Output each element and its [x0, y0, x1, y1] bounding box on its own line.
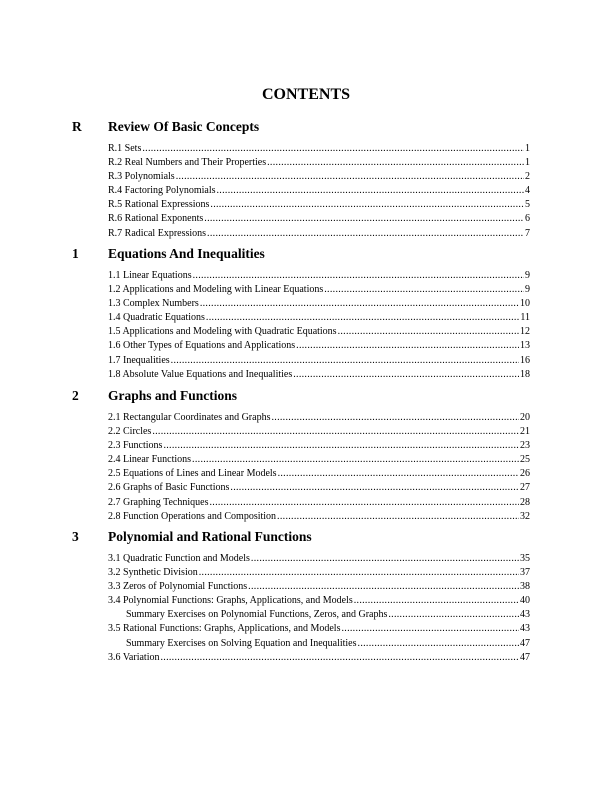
toc-entry-page: 32	[520, 510, 530, 522]
toc-entry[interactable]	[108, 453, 530, 467]
chapter-number: 2	[72, 388, 79, 403]
dot-leader	[338, 325, 519, 339]
toc-entry-page: 23	[520, 440, 530, 452]
toc-entry-label: 2.7 Graphing Techniques	[108, 496, 209, 508]
toc-entry[interactable]	[108, 354, 530, 368]
toc-entry[interactable]	[108, 283, 530, 297]
dot-leader	[277, 510, 519, 524]
toc-entry[interactable]	[108, 325, 530, 339]
toc-entry-page: 1	[525, 143, 530, 154]
toc-entry-label: 3.3 Zeros of Polynomial Functions	[108, 581, 248, 593]
dot-leader	[217, 184, 525, 198]
dot-leader	[210, 198, 524, 212]
dot-leader	[324, 283, 524, 297]
toc-entry-page: 7	[525, 227, 530, 239]
dot-leader	[193, 269, 524, 283]
toc-entry-label: R.4 Factoring Polynomials	[108, 185, 216, 197]
dot-leader	[200, 297, 519, 311]
dot-leader	[192, 453, 519, 467]
toc-entry-label: 3.2 Synthetic Division	[108, 567, 198, 579]
toc-entry-page: 28	[520, 496, 530, 508]
toc-entry-label: 1.3 Complex Numbers	[108, 298, 199, 310]
dot-leader	[267, 156, 524, 170]
toc-entry-label: 1.8 Absolute Value Equations and Inequalities	[108, 368, 293, 380]
toc-entry-page: 27	[520, 482, 530, 494]
page-title: CONTENTS	[261, 86, 351, 103]
chapter-title: Equations And Inequalities	[108, 246, 265, 261]
toc-entry-page: 37	[520, 567, 530, 579]
toc-entry-page: 16	[520, 354, 530, 366]
dot-leader	[341, 622, 519, 636]
toc-entry-label: 2.5 Equations of Lines and Linear Models	[108, 468, 277, 480]
toc-entry[interactable]	[108, 212, 530, 226]
dot-leader	[278, 467, 519, 481]
dot-leader	[199, 566, 519, 580]
toc-entry-page: 13	[520, 340, 530, 352]
toc-entry-label: 1.7 Inequalities	[108, 354, 170, 366]
toc-entry-label: R.1 Sets	[108, 143, 142, 154]
toc-entry-label: 1.5 Applications and Modeling with Quadratic Equations	[108, 326, 337, 338]
toc-entry[interactable]	[108, 481, 530, 495]
toc-entry-label: Summary Exercises on Solving Equation and Inequalities	[126, 637, 357, 649]
dot-leader	[388, 608, 519, 622]
toc-entry[interactable]	[108, 411, 530, 425]
toc-entry-label: 2.3 Functions	[108, 440, 163, 452]
toc-entry[interactable]	[108, 184, 530, 198]
toc-entry[interactable]	[108, 552, 530, 566]
toc-entry[interactable]	[108, 651, 530, 665]
toc-entry-page: 4	[525, 185, 530, 197]
chapter-title: Polynomial and Rational Functions	[108, 529, 312, 544]
toc-entry-label: 3.1 Quadratic Function and Models	[108, 553, 250, 564]
toc-entry-label: 1.6 Other Types of Equations and Applications	[108, 340, 296, 352]
toc-entry-label: R.2 Real Numbers and Their Properties	[108, 157, 267, 169]
toc-entry-label: 2.2 Circles	[108, 426, 152, 438]
toc-entry-page: 12	[520, 326, 530, 338]
chapter-number: 3	[72, 529, 79, 544]
toc-entry-label: 1.4 Quadratic Equations	[108, 312, 205, 324]
toc-entry-page: 47	[520, 651, 530, 663]
dot-leader	[358, 637, 519, 651]
dot-leader	[142, 142, 524, 156]
toc-entry[interactable]	[108, 170, 530, 184]
toc-entry-page: 9	[525, 284, 530, 296]
toc-entry-label: R.6 Rational Exponents	[108, 213, 204, 225]
toc-entry-label: 2.4 Linear Functions	[108, 454, 192, 466]
dot-leader	[163, 439, 519, 453]
chapter-title: Graphs and Functions	[108, 388, 238, 403]
dot-leader	[160, 651, 519, 665]
dot-leader	[251, 552, 519, 566]
toc-entry-page: 38	[520, 581, 530, 593]
toc-entry-label: 2.8 Function Operations and Composition	[108, 510, 277, 522]
chapter-number: 1	[72, 246, 79, 261]
toc-entry-label: 1.2 Applications and Modeling with Linear Equations	[108, 284, 324, 296]
dot-leader	[209, 496, 519, 510]
toc-entry-page: 26	[520, 468, 530, 480]
dot-leader	[354, 594, 519, 608]
chapter-number: R	[72, 119, 82, 134]
toc-entry-page: 1	[525, 157, 530, 169]
toc-entry-page: 25	[520, 454, 530, 466]
toc-entry-page: 10	[520, 298, 530, 310]
dot-leader	[176, 170, 524, 184]
toc-entry-page: 20	[520, 412, 530, 423]
chapter-entries	[108, 411, 530, 524]
toc-entry-page: 2	[525, 171, 530, 183]
toc-entry-page: 35	[520, 553, 530, 564]
toc-entry[interactable]	[108, 566, 530, 580]
toc-subentry[interactable]	[108, 637, 530, 651]
toc-entry[interactable]	[108, 510, 530, 524]
toc-entry-label: 3.5 Rational Functions: Graphs, Applications, and Models	[108, 623, 341, 635]
toc-entry[interactable]	[108, 198, 530, 212]
dot-leader	[296, 339, 519, 353]
toc-entry[interactable]	[108, 227, 530, 241]
toc-entry-page: 43	[520, 609, 530, 621]
dot-leader	[152, 425, 519, 439]
toc-entry[interactable]	[108, 439, 530, 453]
chapter-title: Review Of Basic Concepts	[108, 119, 260, 134]
toc-subentry[interactable]	[108, 608, 530, 622]
dot-leader	[204, 212, 524, 226]
toc-entry-label: 3.4 Polynomial Functions: Graphs, Applications, and Models	[108, 595, 353, 607]
toc-entry-label: 2.6 Graphs of Basic Functions	[108, 482, 230, 494]
toc-entry-page: 9	[525, 270, 530, 281]
toc-entry[interactable]	[108, 622, 530, 636]
dot-leader	[271, 411, 519, 425]
toc-entry-label: R.3 Polynomials	[108, 171, 175, 183]
toc-entry-page: 40	[520, 595, 530, 607]
toc-entry[interactable]	[108, 368, 530, 382]
toc-entry-page: 11	[520, 312, 530, 324]
toc-entry[interactable]	[108, 269, 530, 283]
toc-entry[interactable]	[108, 156, 530, 170]
toc-entry[interactable]	[108, 142, 530, 156]
toc-entry[interactable]	[108, 425, 530, 439]
toc-entry-label: R.5 Rational Expressions	[108, 199, 210, 211]
toc-entry[interactable]	[108, 580, 530, 594]
toc-entry[interactable]	[108, 339, 530, 353]
toc-entry-label: 2.1 Rectangular Coordinates and Graphs	[108, 412, 271, 423]
dot-leader	[171, 354, 519, 368]
dot-leader	[230, 481, 519, 495]
toc-entry-page: 18	[520, 368, 530, 380]
toc-entry-page: 5	[525, 199, 530, 211]
toc-entry[interactable]	[108, 297, 530, 311]
chapter-entries	[108, 269, 530, 382]
toc-entry-page: 6	[525, 213, 530, 225]
toc-entry-page: 21	[520, 426, 530, 438]
chapter-entries	[108, 142, 530, 241]
toc-entry-label: 3.6 Variation	[108, 651, 160, 663]
toc-entry[interactable]	[108, 311, 530, 325]
dot-leader	[206, 311, 519, 325]
toc-entry-label: Summary Exercises on Polynomial Functions, Zeros, and Graphs	[126, 609, 388, 621]
dot-leader	[207, 227, 524, 241]
toc-entry-page: 47	[520, 637, 530, 649]
toc-entry-page: 43	[520, 623, 530, 635]
toc-entry-label: R.7 Radical Expressions	[108, 227, 207, 239]
chapter-entries	[108, 552, 530, 665]
toc-entry-label: 1.1 Linear Equations	[108, 270, 192, 281]
dot-leader	[293, 368, 519, 382]
toc-entry[interactable]	[108, 467, 530, 481]
dot-leader	[248, 580, 519, 594]
toc-entry[interactable]	[108, 496, 530, 510]
toc-entry[interactable]	[108, 594, 530, 608]
